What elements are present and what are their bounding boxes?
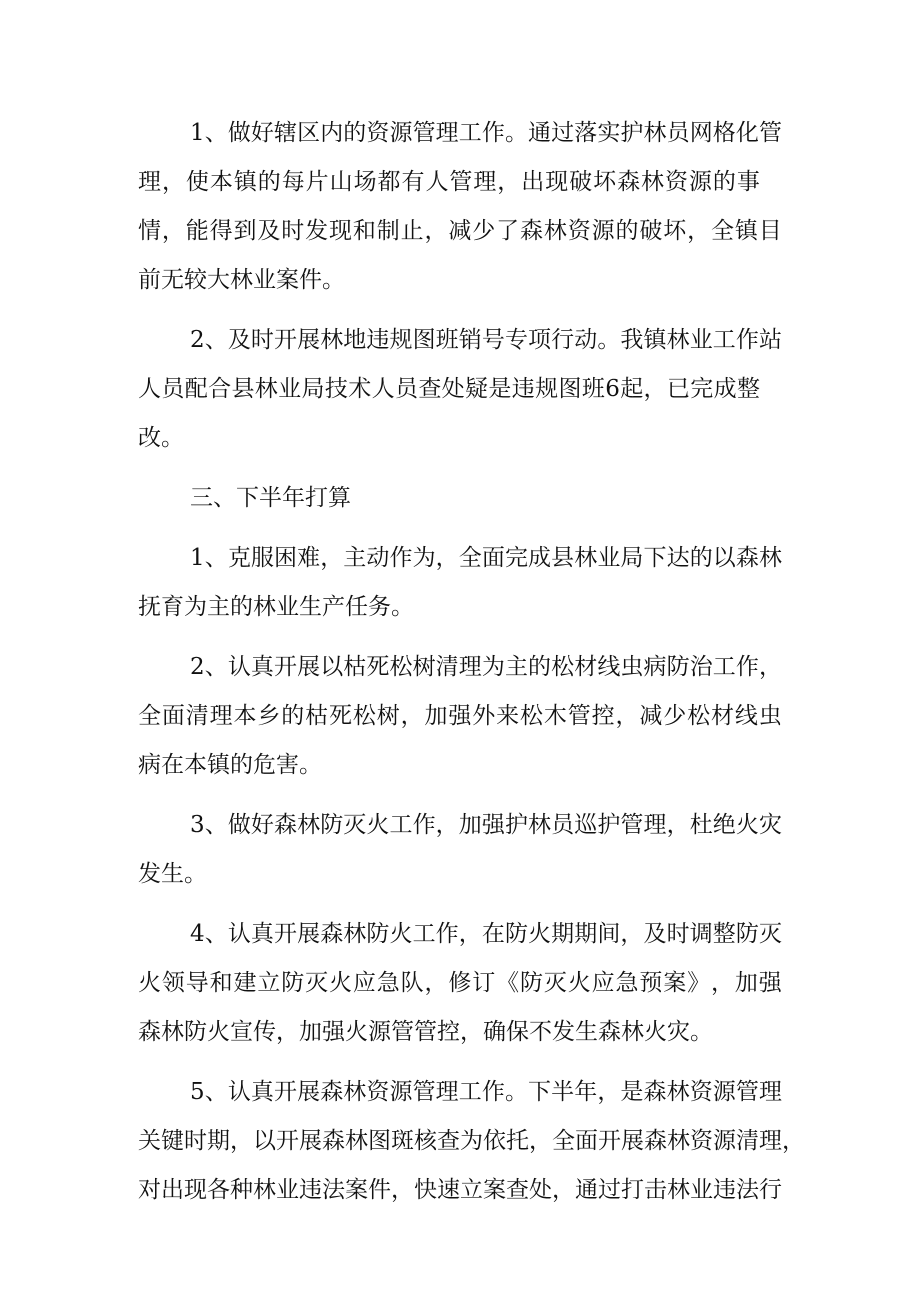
paragraph-7-line-3: 对 出 现 各 种 林 业 违 法 案 件 ， 快 速 立 案 查 处 ， 通 过 打 击 林 业 违 法 行 [138,1177,782,1203]
section-heading: 三、下半年打算 [190,485,351,511]
paragraph-1-line-1: 1 、 做 好 辖 区 内 的 资 源 管 理 工 作 。 通 过 落 实 护 林 员 网 格 化 管 [190,120,782,146]
paragraph-1-line-3: 情 ， 能 得 到 及 时 发 现 和 制 止 ， 减 少 了 森 林 资 源 的 破 坏 ， 全 镇 目 [138,218,782,244]
paragraph-4-line-2: 全 面 清 理 本 乡 的 枯 死 松 树 ， 加 强 外 来 松 木 管 控 ， 减 少 松 材 线 虫 [138,703,782,729]
paragraph-1-line-2: 理 ， 使 本 镇 的 每 片 山 场 都 有 人 管 理 ， 出 现 破 坏 森 林 资 源 的 事 [138,169,760,195]
paragraph-5-line-1: 3 、 做 好 森 林 防 灭 火 工 作 ， 加 强 护 林 员 巡 护 管 理 ， 杜 绝 火 灾 [190,812,782,838]
paragraph-6-line-2: 火 领 导 和 建 立 防 灭 火 应 急 队 ， 修 订 《 防 灭 火 应 急 预 案 》 ， 加 强 [138,970,782,996]
paragraph-2-line-1: 2 、 及 时 开 展 林 地 违 规 图 班 销 号 专 项 行 动 。 我 镇 林 业 工 作 站 [190,327,782,353]
paragraph-7-line-2: 关 键 时 期 ， 以 开 展 森 林 图 斑 核 查 为 依 托 ， 全 面 开 展 森 林 资 源 清 理 ， [138,1128,805,1154]
paragraph-4-line-1: 2 、 认 真 开 展 以 枯 死 松 树 清 理 为 主 的 松 材 线 虫 病 防 治 工 作 ， [190,654,782,680]
paragraph-5-line-2: 发生。 [138,861,207,887]
paragraph-4-line-3: 病在本镇的危害。 [138,752,322,778]
paragraph-7-line-1: 5 、 认 真 开 展 森 林 资 源 管 理 工 作 。 下 半 年 ， 是 森 林 资 源 管 理 [190,1079,782,1105]
paragraph-2-line-3: 改。 [138,425,184,451]
paragraph-2-line-2: 人 员 配 合 县 林 业 局 技 术 人 员 查 处 疑 是 违 规 图 班 6 起 ， 已 完 成 整 [138,376,760,402]
paragraph-1-line-4: 前无较大林业案件。 [138,267,345,293]
paragraph-6-line-3: 森林防火宣传，加强火源管管控，确保不发生森林火灾。 [138,1019,713,1045]
paragraph-3-line-1: 1 、 克 服 困 难 ， 主 动 作 为 ， 全 面 完 成 县 林 业 局 下 达 的 以 森 林 [190,545,782,571]
paragraph-6-line-1: 4 、 认 真 开 展 森 林 防 火 工 作 ， 在 防 火 期 期 间 ， 及 时 调 整 防 灭 [190,921,782,947]
paragraph-3-line-2: 抚育为主的林业生产任务。 [138,594,414,620]
